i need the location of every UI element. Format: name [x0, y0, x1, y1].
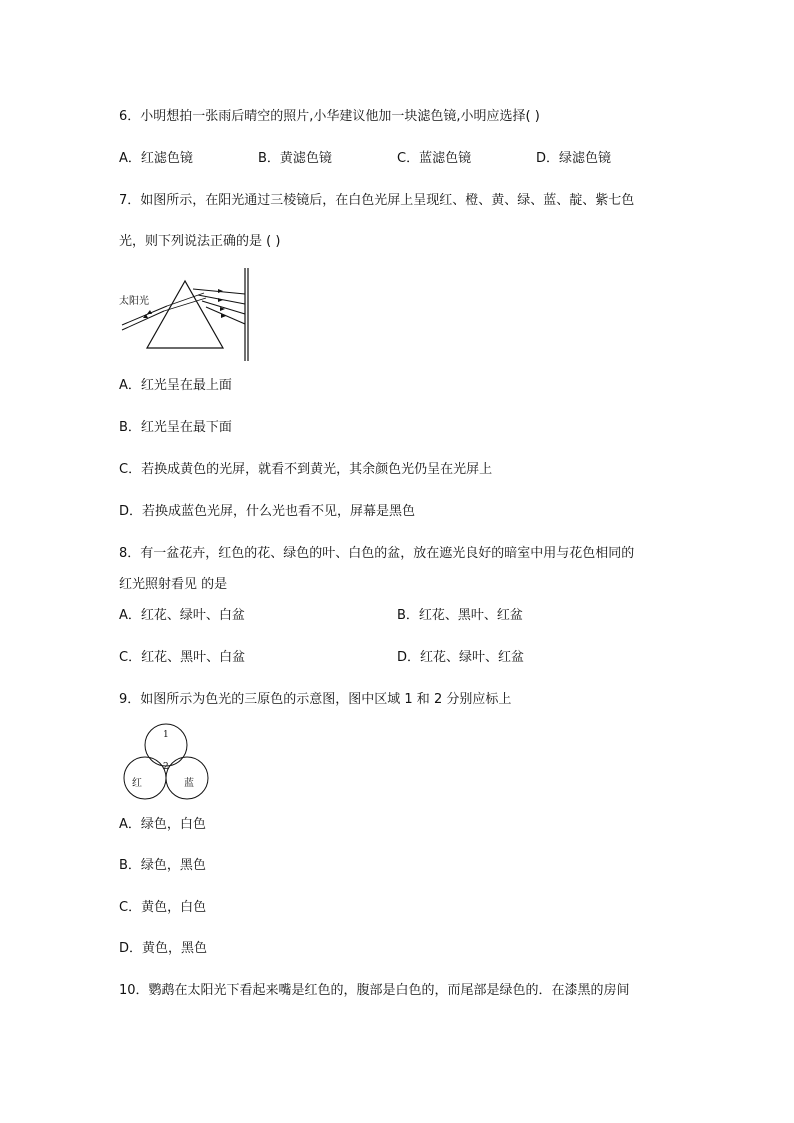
q7-stem-line2: 光，则下列说法正确的是 ( ): [119, 234, 281, 249]
q9-stem: 9．如图所示为色光的三原色的示意图，图中区域 1 和 2 分别应标上: [119, 692, 512, 707]
outgoing-ray-4: [206, 307, 245, 324]
q8-option-a: A．红花、绿叶、白盆: [119, 608, 245, 623]
q7-stem-line1: 7．如图所示，在阳光通过三棱镜后，在白色光屏上呈现红、橙、黄、绿、蓝、靛、紫七色: [119, 193, 635, 208]
ray-arrow-out-2: [218, 298, 223, 302]
q8-option-c: C．红花、黑叶、白盆: [119, 650, 246, 665]
q8-stem-line1: 8．有一盆花卉，红色的花、绿色的叶、白色的盆，放在遮光良好的暗室中用与花色相同的: [119, 546, 635, 561]
q6-option-c: C．蓝滤色镜: [397, 151, 472, 166]
q9-option-c: C．黄色，白色: [119, 900, 207, 915]
ray-arrow-in-2: [147, 310, 152, 314]
q9-option-a: A．绿色，白色: [119, 817, 206, 832]
venn-region-2-label: 2: [163, 762, 169, 772]
q8-stem-line2: 红光照射看见 的是: [119, 577, 228, 592]
venn-red-label: 红: [132, 778, 142, 789]
prism-diagram: [118, 268, 258, 363]
incoming-ray-1: [122, 311, 164, 330]
q6-stem: 6．小明想拍一张雨后晴空的照片,小华建议他加一块滤色镜,小明应选择( ): [119, 109, 540, 124]
incoming-ray-2: [122, 306, 167, 325]
venn-circle-left: [124, 757, 166, 799]
q8-option-b: B．红花、黑叶、红盆: [397, 608, 523, 623]
rgb-venn-diagram: [118, 722, 214, 804]
ray-arrow-out-1: [218, 289, 223, 293]
sunlight-label: 太阳光: [119, 296, 149, 307]
q8-option-d: D．红花、绿叶、红盆: [397, 650, 525, 665]
q6-option-a: A．红滤色镜: [119, 151, 193, 166]
q10-stem-line1: 10．鹦鹉在太阳光下看起来嘴是红色的，腹部是白色的，而尾部是绿色的．在漆黑的房间: [119, 983, 630, 998]
q6-option-d: D．绿滤色镜: [536, 151, 612, 166]
q9-option-d: D．黄色，黑色: [119, 941, 208, 956]
q7-option-b: B．红光呈在最下面: [119, 420, 232, 435]
q9-option-b: B．绿色，黑色: [119, 858, 206, 873]
q6-option-b: B．黄滤色镜: [258, 151, 332, 166]
q7-option-d: D．若换成蓝色光屏，什么光也看不见，屏幕是黑色: [119, 504, 416, 519]
venn-blue-label: 蓝: [184, 778, 194, 789]
q7-option-c: C．若换成黄色的光屏，就看不到黄光，其余颜色光仍呈在光屏上: [119, 462, 493, 477]
q7-option-a: A．红光呈在最上面: [119, 378, 232, 393]
venn-region-1-label: 1: [163, 730, 169, 740]
